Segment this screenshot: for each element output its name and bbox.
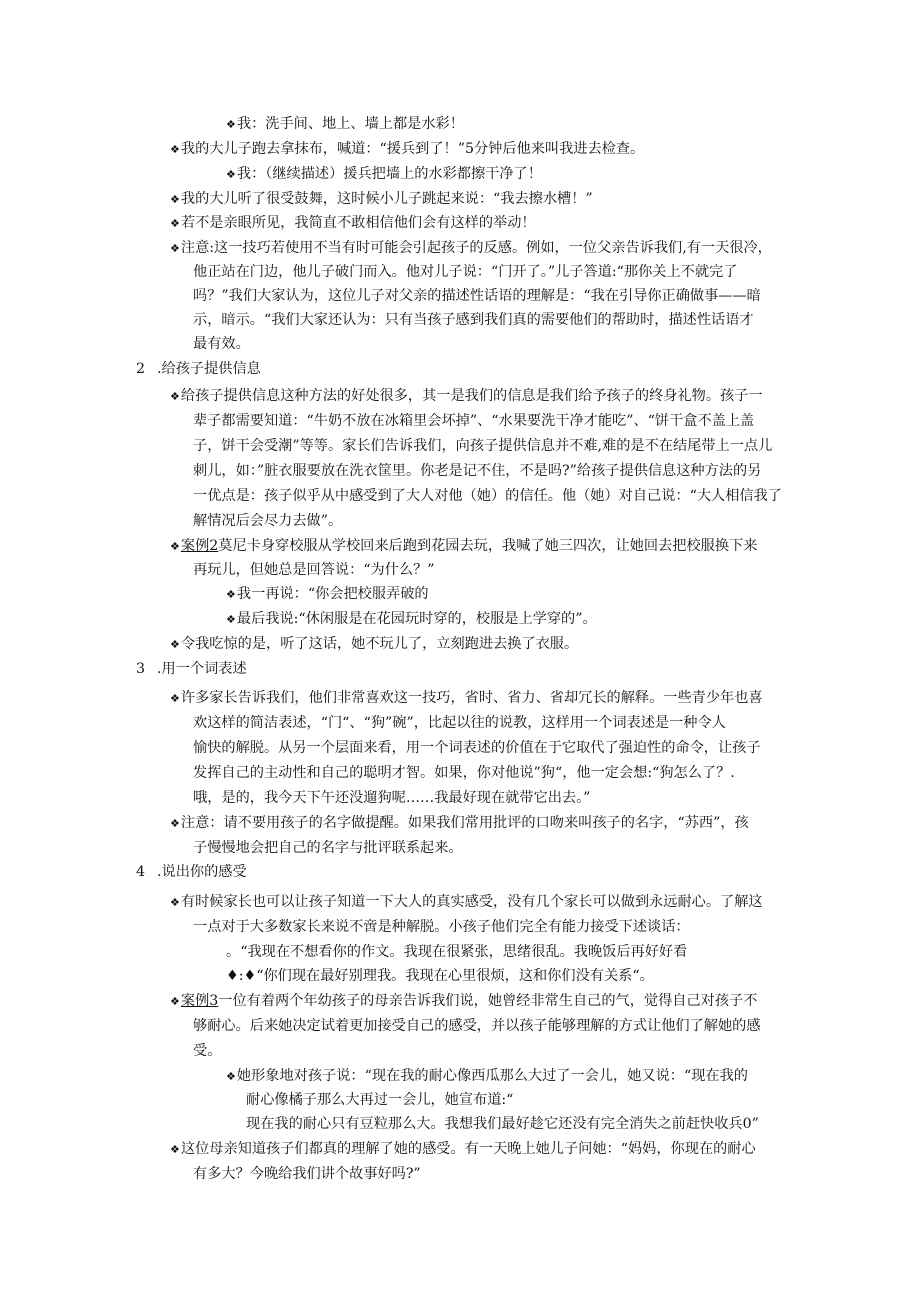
bullet-icon: ❖ [170, 540, 180, 553]
dialogue-line: ❖我一再说：“你会把校服弄破的 [226, 586, 429, 602]
paragraph-line: ❖案例2莫尼卡身穿校服从学校回来后跑到花园去玩，我喊了她三四次，让她回去把校服换下来 [170, 538, 758, 554]
dialogue-line: ❖我：（继续描述）援兵把墙上的水彩都擦干净了！ [226, 166, 542, 182]
paragraph-line: 欢这样的简洁表述，“门“、“狗”碗”，比起以往的说教，这样用一个词表述是一种令人 [193, 715, 726, 731]
paragraph-line: 最有效。 [193, 336, 250, 352]
bullet-icon: ❖ [170, 143, 180, 156]
note-line: ❖注意：请不要用孩子的名字做提醒。如果我们常用批评的口吻来叫孩子的名字，“苏西”，孩 [170, 815, 749, 831]
paragraph-line: 受。 [193, 1043, 222, 1059]
bullet-icon: ❖ [226, 613, 236, 626]
paragraph-line: 愉快的解脱。从另一个层面来看，用一个词表述的价值在于它取代了强迫性的命令，让孩子 [193, 740, 761, 756]
bullet-icon: ❖ [170, 817, 180, 830]
note-line: 子慢慢地会把自己的名字与批评联系起来。 [193, 840, 463, 856]
bullet-icon: ❖ [170, 896, 180, 909]
section-number: 2 [136, 361, 146, 377]
paragraph-line: ❖我的大儿子跑去拿抹布，喊道：“援兵到了！”5分钟后他来叫我进去检查。 [170, 141, 645, 157]
case-label: 案例3 [180, 993, 219, 1009]
dialogue-line: ❖她形象地对孩子说：“现在我的耐心像西瓜那么大过了一会儿，她又说：“现在我的 [226, 1068, 748, 1084]
section-heading: .说出你的感受 [157, 864, 247, 880]
section-heading: .给孩子提供信息 [157, 361, 261, 377]
paragraph-line: 够耐心。后来她决定试着更加接受自己的感受，并以孩子能够理解的方式让他们了解她的感 [193, 1018, 761, 1034]
dialogue-line: ❖最后我说:“休闲服是在花园玩时穿的，校服是上学穿的”。 [226, 611, 597, 627]
dialogue-line: 耐心像橘子那么大再过一会儿，她宣布道:“ [246, 1092, 514, 1108]
paragraph-line: 再玩儿，但她总是回答说：“为什么？” [193, 562, 435, 578]
dialogue-line: ♦:♦“你们现在最好别理我。我现在心里很烦，这和你们没有关系“。 [226, 968, 654, 984]
paragraph-line: ❖若不是亲眼所见，我简直不敢相信他们会有这样的举动！ [170, 215, 536, 231]
paragraph-line: 吗？”我们大家认为，这位儿子对父亲的描述性话语的理解是：“我在引导你正确做事——暗 [193, 288, 761, 304]
paragraph-line: 发挥自己的主动性和自己的聪明才智。如果，你对他说”狗“，他一定会想:“狗怎么了？. [193, 765, 735, 781]
bullet-icon: ❖ [170, 217, 180, 230]
paragraph-line: ❖令我吃惊的是，听了这话，她不玩儿了，立刻跑进去换了衣服。 [170, 636, 579, 652]
bullet-icon: ❖ [170, 390, 180, 403]
paragraph-line: ❖案例3一位有着两个年幼孩子的母亲告诉我们说，她曾经非常生自己的气，觉得自己对孩子不 [170, 993, 758, 1009]
bullet-icon: ❖ [226, 168, 236, 181]
paragraph-line: 示，暗示。“我们大家还认为：只有当孩子感到我们真的需要他们的帮助时，描述性话语才 [193, 312, 754, 328]
paragraph-line: 哦，是的，我今天下午还没遛狗呢……我最好现在就带它出去。” [193, 790, 591, 806]
paragraph-line: 一点对于大多数家长来说不啻是种解脱。小孩子他们完全有能力接受下述谈话： [193, 919, 690, 935]
bullet-icon: ❖ [226, 1070, 236, 1083]
paragraph-line: 他正站在门边，他儿子破门而入。他对儿子说：“门开了。”儿子答道:“那你关上不就完了 [193, 264, 738, 280]
bullet-icon: ❖ [170, 692, 180, 705]
paragraph-line: 辈子都需要知道：“牛奶不放在冰箱里会坏掉”、“水果要洗干净才能吃”、“饼干盒不盖上盖 [193, 413, 755, 429]
dialogue-line: 现在我的耐心只有豆粒那么大。我想我们最好趁它还没有完全消失之前赶快收兵0” [246, 1116, 759, 1132]
section-number: 3 [136, 661, 146, 677]
section-heading: .用一个词表述 [157, 661, 247, 677]
paragraph-line: 解情况后会尽力去做”。 [193, 513, 343, 529]
paragraph-line: ❖给孩子提供信息这种方法的好处很多，其一是我们的信息是我们给予孩子的终身礼物。孩子一 [170, 388, 763, 404]
paragraph-line: 有多大？今晚给我们讲个故事好吗?” [193, 1166, 421, 1182]
dialogue-line: ❖我：洗手间、地上、墙上都是水彩！ [226, 116, 464, 132]
paragraph-line: ❖这位母亲知道孩子们都真的理解了她的感受。有一天晚上她儿子问她：“妈妈，你现在的耐心 [170, 1141, 756, 1157]
bullet-icon: ❖ [226, 118, 236, 131]
bullet-icon: ❖ [170, 193, 180, 206]
bullet-icon: ❖ [170, 638, 180, 651]
paragraph-line: ❖我的大儿听了很受鼓舞，这时候小儿子跳起来说：“我去擦水槽！” [170, 191, 593, 207]
paragraph-line: 子，饼干会受潮”等等。家长们告诉我们，向孩子提供信息并不难,难的是不在结尾带上一点儿 [193, 438, 773, 454]
case-label: 案例2 [180, 538, 219, 554]
paragraph-line: ❖许多家长告诉我们，他们非常喜欢这一技巧，省时、省力、省却冗长的解释。一些青少年也喜 [170, 690, 763, 706]
bullet-icon: ❖ [226, 588, 236, 601]
paragraph-line: 一优点是：孩子似乎从中感受到了大人对他（她）的信任。他（她）对自己说：“大人相信我了 [193, 488, 782, 504]
paragraph-line: ❖有时候家长也可以让孩子知道一下大人的真实感受，没有几个家长可以做到永远耐心。了解这 [170, 894, 763, 910]
bullet-icon: ❖ [170, 1143, 180, 1156]
paragraph-line: 刺儿，如：”脏衣服要放在洗衣筐里。你老是记不住，不是吗?”给孩子提供信息这种方法的另 [193, 463, 762, 479]
paragraph-line: ❖注意:这一技巧若使用不当有时可能会引起孩子的反感。例如，一位父亲告诉我们,有一天很冷， [170, 240, 772, 256]
section-number: 4 [136, 864, 146, 880]
dialogue-line: 。“我现在不想看你的作文。我现在很紧张，思绪很乱。我晚饭后再好好看 [226, 944, 688, 960]
bullet-icon: ❖ [170, 995, 180, 1008]
bullet-icon: ❖ [170, 242, 180, 255]
